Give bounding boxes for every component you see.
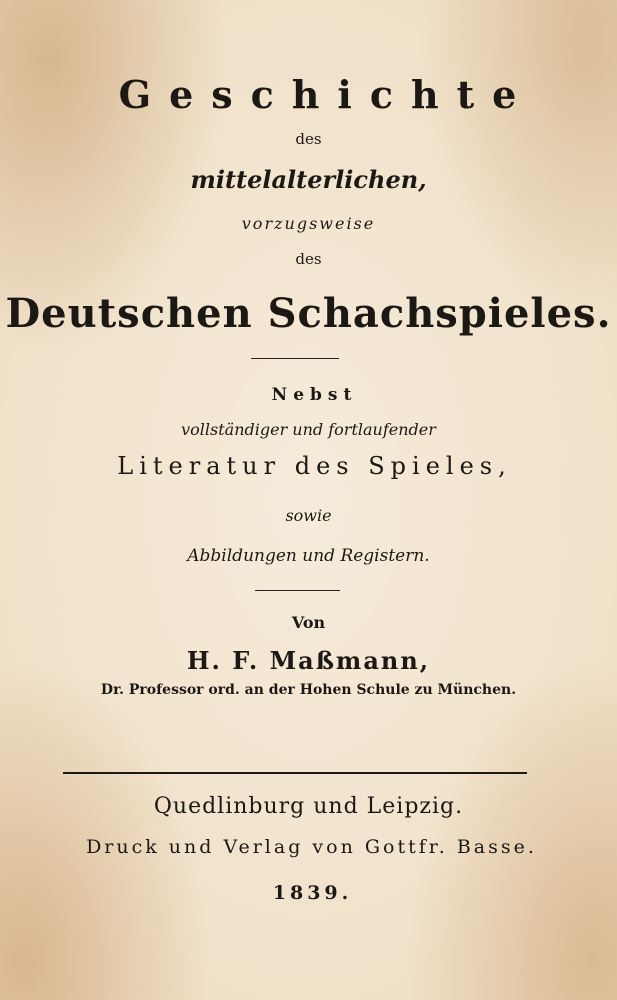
author-name: H. F. Maßmann, [186,646,431,675]
publisher-line: Druck und Verlag von Gottfr. Basse. [86,836,537,858]
divider-rule-2 [255,590,340,591]
title-subline-vorzugsweise: vorzugsweise [241,214,376,233]
sowie-line: sowie [285,506,332,525]
author-affiliation: Dr. Professor ord. an der Hohen Schule zu München. [100,682,517,698]
publication-place: Quedlinburg und Leipzig. [153,794,464,819]
literature-line-2: Literatur des Spieles, [117,452,512,480]
publication-year: 1839. [272,882,353,904]
book-title-line-1: Geschichte [118,72,535,117]
illustrations-line: Abbildungen und Registern. [187,546,430,566]
title-connector-des-2: des [295,250,322,268]
von-line: Von [291,613,326,632]
literature-line-1: vollständiger und fortlaufender [181,420,436,439]
title-subline-mittelalterlichen: mittelalterlichen, [190,165,427,194]
title-connector-des-1: des [295,130,322,148]
divider-rule-1 [251,358,339,359]
nebst-heading: Nebst [271,385,358,405]
book-title-line-2: Deutschen Schachspieles. [5,290,612,337]
divider-rule-long [63,772,527,774]
